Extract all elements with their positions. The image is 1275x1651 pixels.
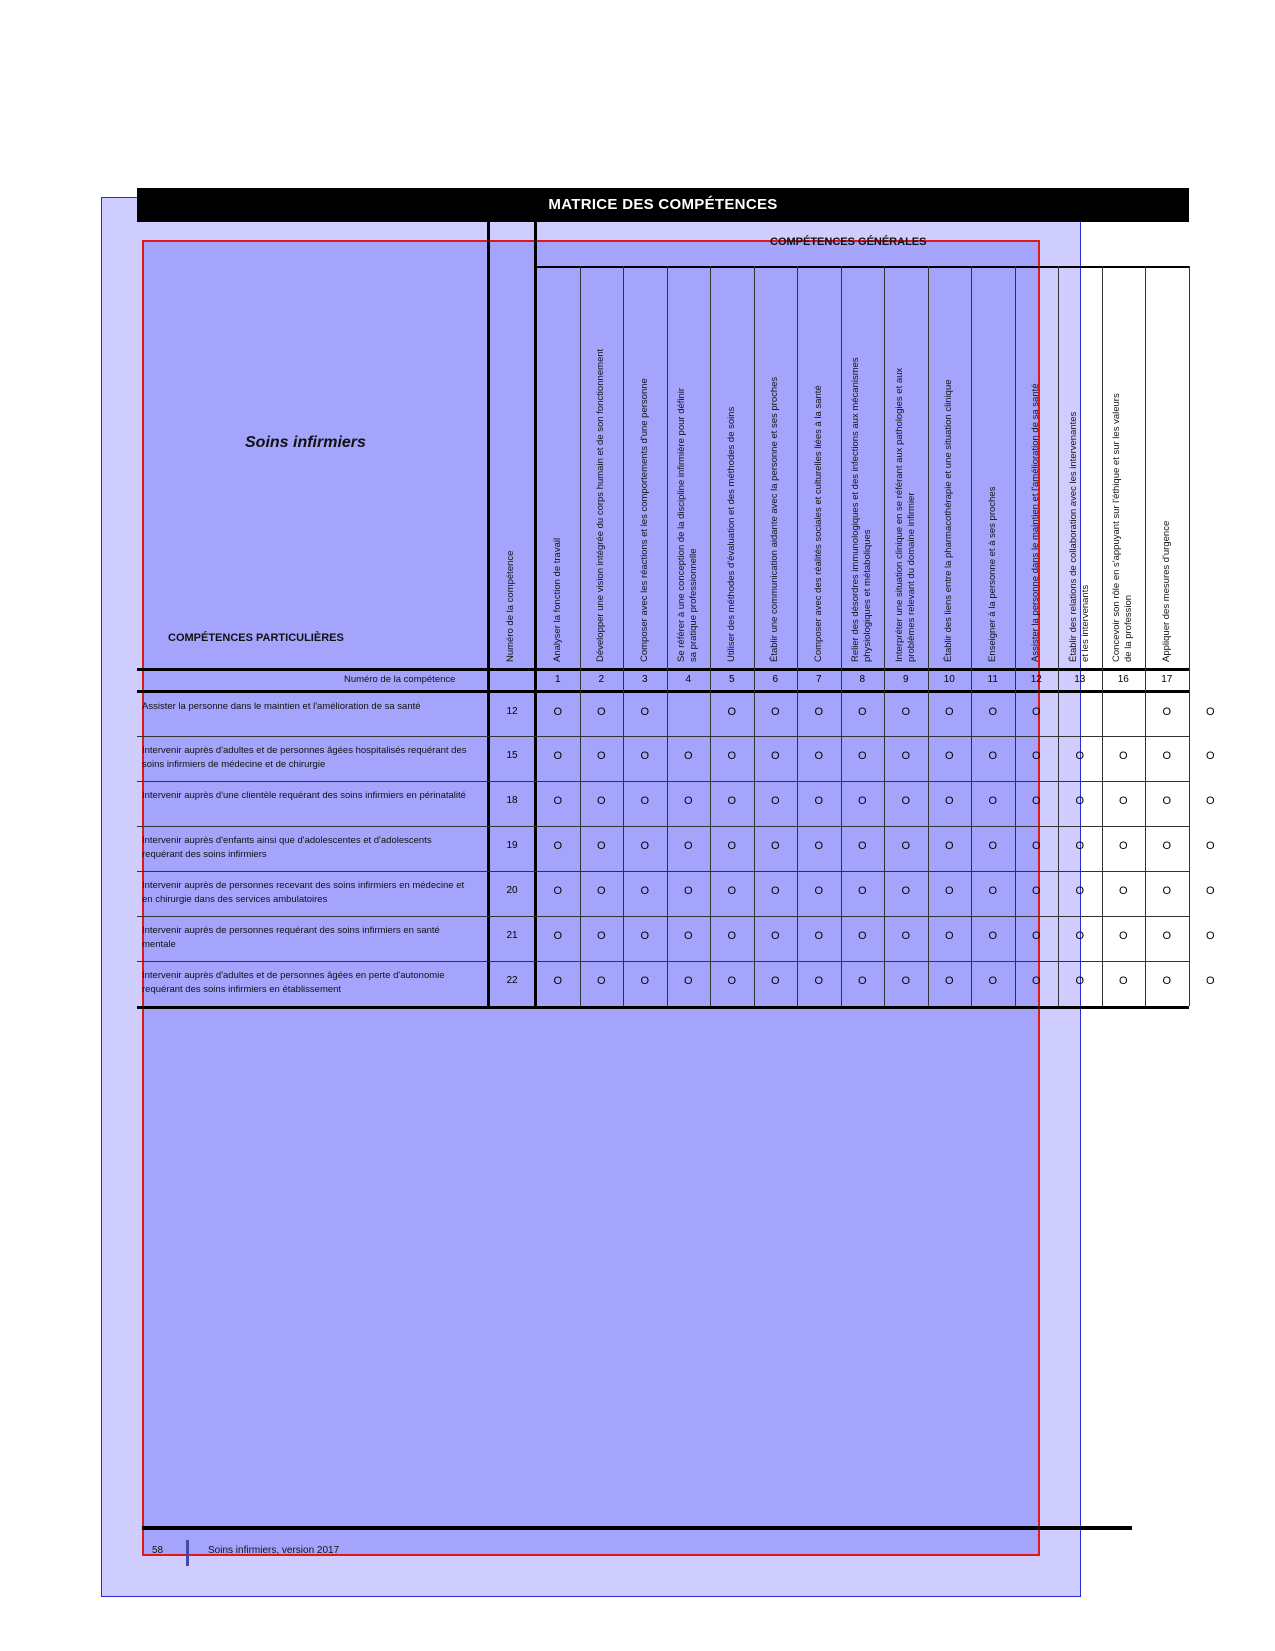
general-competence-number: 7 — [815, 674, 822, 685]
general-competence-number: 3 — [641, 674, 648, 685]
general-competence-line: physiologiques et métaboliques — [862, 529, 874, 662]
particular-competence-label: Intervenir auprès d'adultes et de personnes âgées hospitalisés requérant des soins infirmiers de médecine et de chirurgie — [142, 745, 467, 770]
competence-mark: O — [1031, 975, 1041, 987]
competence-mark: O — [814, 975, 824, 987]
competence-mark: O — [1031, 750, 1041, 762]
footer-separator — [186, 1540, 189, 1566]
row-divider — [137, 736, 1189, 737]
general-competences-header: COMPÉTENCES GÉNÉRALES — [770, 236, 927, 248]
competence-mark: O — [553, 840, 563, 852]
competence-mark: O — [727, 930, 737, 942]
competence-mark: O — [857, 930, 867, 942]
competence-mark: O — [770, 750, 780, 762]
particular-competence-number: 18 — [506, 795, 518, 806]
competence-mark: O — [857, 706, 867, 718]
competence-mark: O — [857, 975, 867, 987]
particular-competence-number: 21 — [506, 930, 518, 941]
competence-mark: O — [1031, 885, 1041, 897]
competence-mark: O — [988, 795, 998, 807]
general-competence-line: Se référer à une conception de la discipline infirmière pour définir — [676, 387, 688, 662]
competence-mark: O — [901, 975, 911, 987]
competence-mark: O — [1031, 795, 1041, 807]
competence-mark: O — [640, 975, 650, 987]
column-divider — [928, 266, 929, 1006]
general-competence-line: Assister la personne dans le maintien et l'amélioration de sa santé — [1030, 383, 1042, 662]
competence-mark: O — [727, 840, 737, 852]
competence-mark: O — [1118, 975, 1128, 987]
competence-mark: O — [814, 750, 824, 762]
competence-mark: O — [901, 930, 911, 942]
competence-mark: O — [1162, 930, 1172, 942]
competence-mark: O — [988, 840, 998, 852]
general-competence-line: Utiliser des méthodes d'évaluation et des méthodes de soins — [725, 406, 737, 662]
general-competence-line: de la profession — [1123, 594, 1135, 662]
page-number: 58 — [152, 1545, 164, 1556]
general-header-rule — [534, 266, 1189, 268]
row-divider — [137, 781, 1189, 782]
column-divider — [841, 266, 842, 1006]
grid-number-rule — [137, 690, 1189, 693]
competence-mark: O — [901, 706, 911, 718]
competence-mark: O — [944, 750, 954, 762]
competence-mark: O — [814, 930, 824, 942]
competence-mark: O — [770, 795, 780, 807]
program-name: Soins infirmiers — [245, 434, 366, 451]
column-divider — [623, 266, 624, 1006]
column-divider — [710, 266, 711, 1006]
competence-mark: O — [553, 750, 563, 762]
general-competence-line: Développer une vision intégrée du corps humain et de son fonctionnement — [595, 348, 607, 662]
competence-mark: O — [1162, 706, 1172, 718]
grid-number-rule-v — [534, 222, 537, 1009]
competence-mark: O — [683, 885, 693, 897]
competence-mark: O — [596, 750, 606, 762]
competence-mark: O — [857, 885, 867, 897]
general-competence-header — [1111, 280, 1135, 662]
competence-mark: O — [770, 885, 780, 897]
general-competence-number: 2 — [598, 674, 605, 685]
grid-bottom-rule — [137, 1006, 1189, 1009]
competence-mark: O — [683, 795, 693, 807]
general-competence-line: Concevoir son rôle en s'appuyant sur l'éthique et sur les valeurs — [1111, 393, 1123, 662]
document-title: MATRICE DES COMPÉTENCES — [548, 196, 778, 213]
row-divider — [137, 916, 1189, 917]
competence-mark: O — [1205, 840, 1215, 852]
competence-mark: O — [1162, 975, 1172, 987]
column-divider — [754, 266, 755, 1006]
general-competence-header — [552, 280, 564, 662]
general-competence-line: Composer avec les réactions et les comportements d'une personne — [638, 378, 650, 662]
grid-top-rule — [137, 668, 1189, 671]
general-competence-header — [676, 280, 700, 662]
competence-mark: O — [1075, 930, 1085, 942]
particular-competence-number: 22 — [506, 975, 518, 986]
general-competence-number: 11 — [987, 674, 998, 685]
competence-mark: O — [1118, 885, 1128, 897]
competence-mark: O — [901, 840, 911, 852]
footer-rule — [142, 1526, 1132, 1530]
competence-mark: O — [814, 840, 824, 852]
competence-mark: O — [814, 795, 824, 807]
general-competence-number: 10 — [943, 674, 955, 685]
column-divider — [580, 266, 581, 1006]
general-competence-number: 13 — [1074, 674, 1086, 685]
competence-mark: O — [1162, 750, 1172, 762]
particular-competence-label: Assister la personne dans le maintien et l'amélioration de sa santé — [142, 701, 421, 712]
competence-mark: O — [944, 975, 954, 987]
competence-mark: O — [1031, 840, 1041, 852]
competence-mark: O — [814, 706, 824, 718]
competence-mark: O — [1031, 706, 1041, 718]
general-competence-line: Analyser la fonction de travail — [551, 537, 563, 662]
competence-mark: O — [1075, 795, 1085, 807]
competence-mark: O — [553, 930, 563, 942]
competence-mark: O — [553, 706, 563, 718]
competence-mark: O — [1205, 930, 1215, 942]
particular-competence-label: Intervenir auprès de personnes requérant des soins infirmiers en santé mentale — [142, 925, 440, 950]
competence-mark: O — [814, 885, 824, 897]
competence-mark: O — [857, 840, 867, 852]
competence-mark: O — [596, 706, 606, 718]
particular-competence-label: Intervenir auprès d'une clientèle requérant des soins infirmiers en périnatalité — [142, 790, 466, 801]
grid-left-rule — [487, 222, 490, 1009]
competence-mark: O — [988, 706, 998, 718]
particular-competence-number: 15 — [506, 750, 518, 761]
general-competence-header — [943, 280, 955, 662]
competence-mark: O — [553, 795, 563, 807]
column-divider — [1102, 266, 1103, 1006]
competence-mark: O — [683, 975, 693, 987]
competence-mark: O — [944, 930, 954, 942]
general-competence-number: 5 — [728, 674, 735, 685]
general-competence-number: 16 — [1117, 674, 1129, 685]
competence-mark: O — [727, 975, 737, 987]
general-competence-header — [813, 280, 825, 662]
competence-mark: O — [988, 930, 998, 942]
competence-mark: O — [1205, 706, 1215, 718]
competence-mark: O — [727, 795, 737, 807]
competence-mark: O — [640, 885, 650, 897]
competence-mark: O — [683, 840, 693, 852]
general-competence-number: 12 — [1030, 674, 1042, 685]
general-competence-line: Appliquer des mesures d'urgence — [1160, 520, 1172, 662]
general-competence-line: problèmes relevant du domaine infirmier — [905, 492, 917, 662]
competence-mark: O — [596, 930, 606, 942]
competence-mark: O — [727, 706, 737, 718]
general-competence-line: sa pratique professionnelle — [688, 548, 700, 662]
competence-mark: O — [640, 706, 650, 718]
competence-mark: O — [770, 840, 780, 852]
competence-mark: O — [770, 930, 780, 942]
general-competence-number: 6 — [772, 674, 779, 685]
competence-mark: O — [683, 930, 693, 942]
particular-competence-label: Intervenir auprès d'adultes et de personnes âgées en perte d'autonomie requérant des soins infirmiers en établissement — [142, 970, 445, 995]
competence-mark: O — [1075, 840, 1085, 852]
number-row-label: Numéro de la compétence — [344, 674, 456, 685]
general-competence-line: Établir des liens entre la pharmacothérapie et une situation clinique — [943, 379, 955, 662]
competence-mark: O — [857, 795, 867, 807]
general-competence-header — [1161, 280, 1173, 662]
general-competence-header — [769, 280, 781, 662]
general-competence-number: 4 — [685, 674, 692, 685]
column-divider — [884, 266, 885, 1006]
row-divider — [137, 961, 1189, 962]
competence-mark: O — [944, 706, 954, 718]
competence-mark: O — [596, 795, 606, 807]
general-competence-header — [726, 280, 738, 662]
general-competence-line: Établir des relations de collaboration avec les intervenantes — [1067, 411, 1079, 662]
competence-mark: O — [988, 885, 998, 897]
competence-mark: O — [1205, 750, 1215, 762]
competence-mark: O — [1075, 975, 1085, 987]
competence-mark: O — [596, 840, 606, 852]
competence-mark: O — [901, 795, 911, 807]
competence-mark: O — [640, 795, 650, 807]
competence-mark: O — [553, 975, 563, 987]
competence-mark: O — [727, 885, 737, 897]
competence-mark: O — [1118, 930, 1128, 942]
competence-mark: O — [1075, 885, 1085, 897]
competence-mark: O — [1205, 975, 1215, 987]
competence-mark: O — [640, 930, 650, 942]
competence-mark: O — [1118, 840, 1128, 852]
competence-mark: O — [683, 750, 693, 762]
competence-mark: O — [944, 840, 954, 852]
general-competence-number: 1 — [554, 674, 561, 685]
particular-competence-number: 19 — [506, 840, 518, 851]
column-divider — [971, 266, 972, 1006]
general-competence-header — [987, 280, 999, 662]
general-competence-header — [850, 280, 874, 662]
footer-text: Soins infirmiers, version 2017 — [208, 1545, 340, 1556]
particular-competence-label: Intervenir auprès d'enfants ainsi que d'adolescentes et d'adolescents requérant des soins infirmiers — [142, 835, 432, 860]
competence-mark: O — [553, 885, 563, 897]
particular-competences-header: COMPÉTENCES PARTICULIÈRES — [168, 632, 344, 644]
general-competence-header — [894, 280, 918, 662]
general-competence-line: et les intervenants — [1079, 584, 1091, 662]
competence-mark: O — [640, 840, 650, 852]
competence-mark: O — [988, 750, 998, 762]
row-divider — [137, 826, 1189, 827]
competence-mark: O — [1162, 885, 1172, 897]
competence-mark: O — [727, 750, 737, 762]
competence-mark: O — [1162, 795, 1172, 807]
column-divider — [1145, 266, 1146, 1006]
general-competence-header — [595, 280, 607, 662]
general-competence-header — [1030, 280, 1042, 662]
competence-mark: O — [1205, 795, 1215, 807]
competence-mark: O — [640, 750, 650, 762]
column-divider — [1189, 266, 1190, 1006]
general-competence-line: Interpréter une situation clinique en se référant aux pathologies et aux — [893, 367, 905, 662]
column-divider — [667, 266, 668, 1006]
number-column-header: Numéro de la compétence — [505, 550, 516, 662]
competence-mark: O — [1075, 750, 1085, 762]
column-divider — [797, 266, 798, 1006]
competence-mark: O — [1031, 930, 1041, 942]
general-competence-header — [1068, 280, 1092, 662]
column-divider — [1015, 266, 1016, 1006]
particular-competence-number: 20 — [506, 885, 518, 896]
competence-mark: O — [1162, 840, 1172, 852]
general-competence-number: 8 — [859, 674, 866, 685]
competence-mark: O — [988, 975, 998, 987]
general-competence-number: 9 — [902, 674, 909, 685]
competence-mark: O — [1118, 795, 1128, 807]
general-competence-number: 17 — [1161, 674, 1173, 685]
competence-mark: O — [1118, 750, 1128, 762]
competence-mark: O — [596, 885, 606, 897]
general-competence-line: Relier des désordres immunologiques et des infections aux mécanismes — [850, 357, 862, 662]
competence-mark: O — [944, 795, 954, 807]
competence-mark: O — [901, 750, 911, 762]
particular-competence-label: Intervenir auprès de personnes recevant des soins infirmiers en médecine et en chirurgie dans des services ambulatoires — [142, 880, 465, 905]
column-divider — [1058, 266, 1059, 1006]
general-competence-line: Composer avec des réalités sociales et culturelles liées à la santé — [812, 385, 824, 662]
general-competence-header — [639, 280, 651, 662]
competence-mark: O — [770, 706, 780, 718]
general-competence-line: Établir une communication aidante avec la personne et ses proches — [769, 376, 781, 662]
competence-mark: O — [857, 750, 867, 762]
general-competence-line: Enseigner à la personne et à ses proches — [986, 486, 998, 662]
competence-mark: O — [770, 975, 780, 987]
competence-mark: O — [596, 975, 606, 987]
competence-mark: O — [1205, 885, 1215, 897]
row-divider — [137, 871, 1189, 872]
particular-competence-number: 12 — [506, 706, 518, 717]
competence-mark: O — [944, 885, 954, 897]
competence-mark: O — [901, 885, 911, 897]
